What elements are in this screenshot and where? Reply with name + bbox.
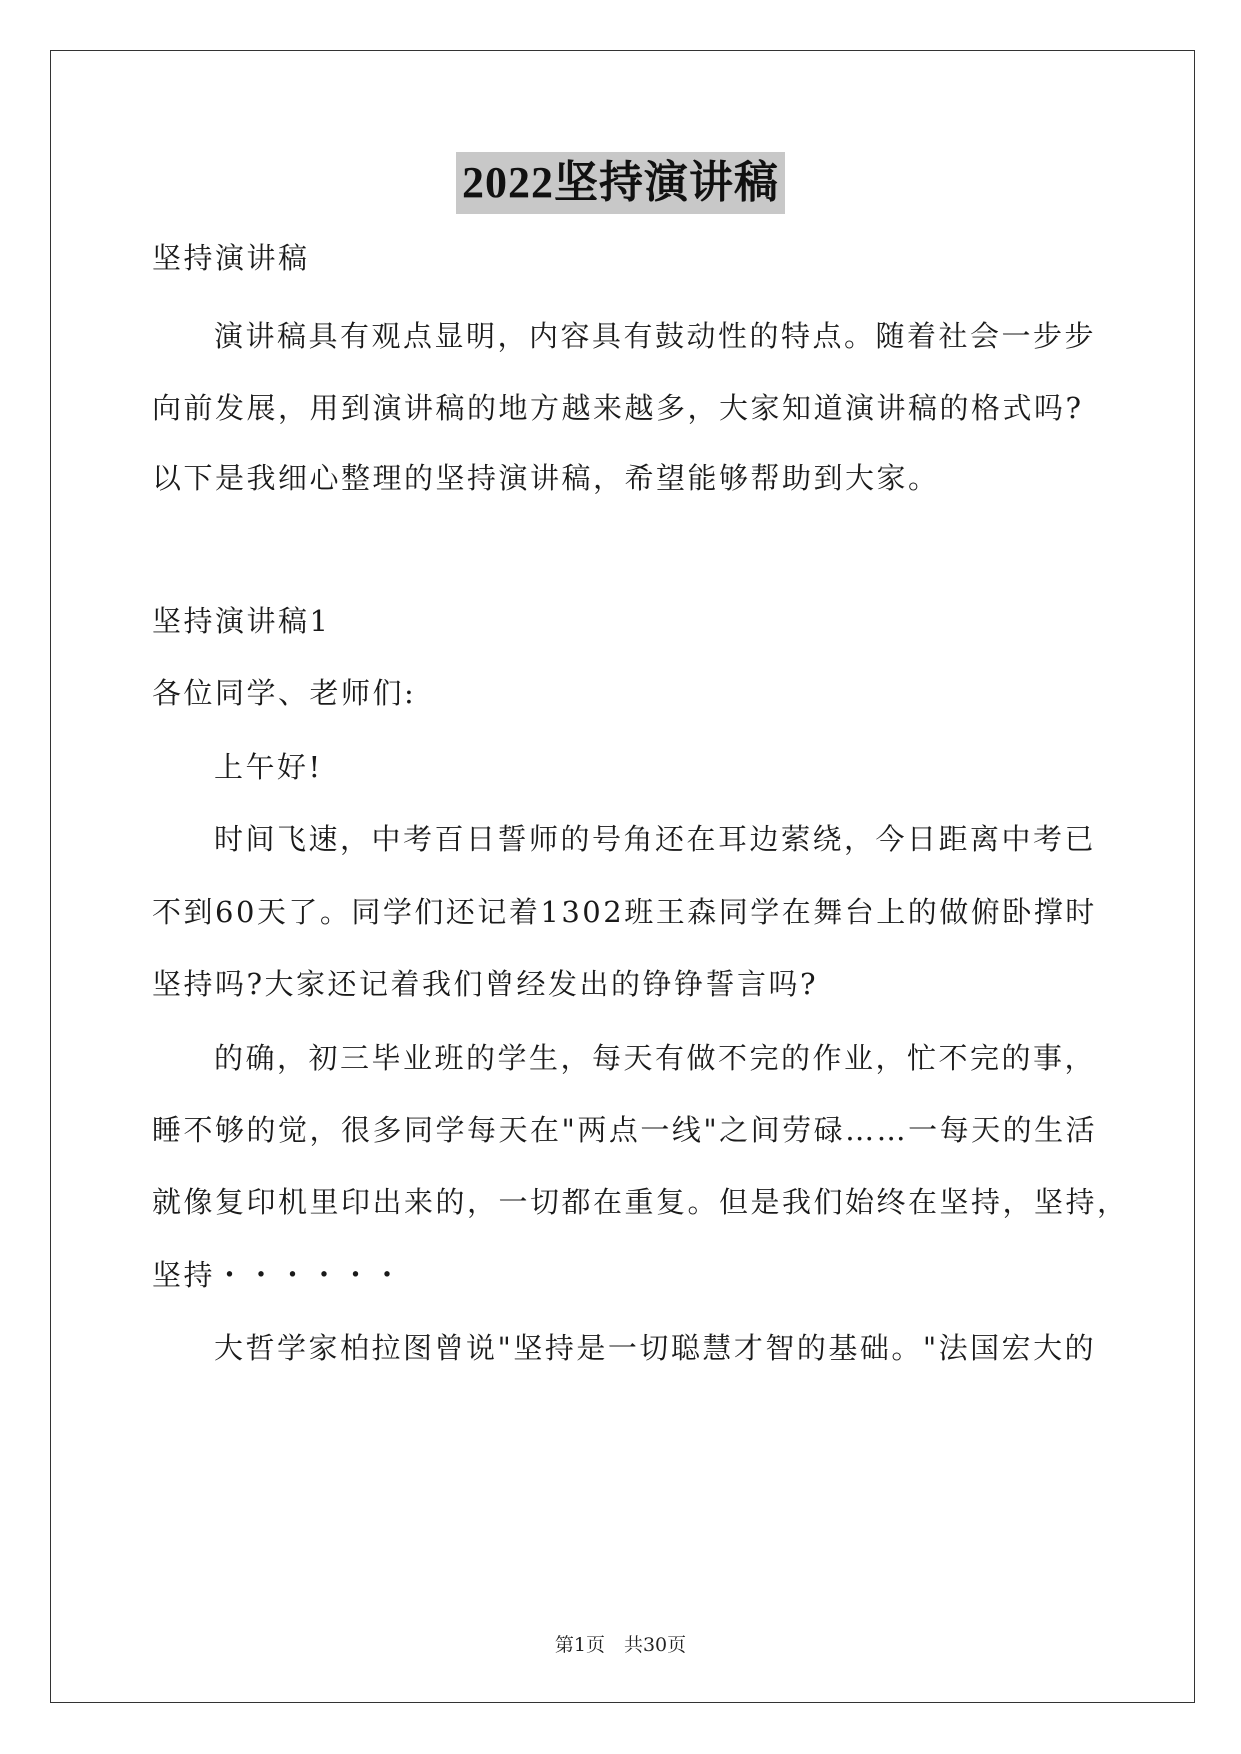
- paragraph-line: 坚持・・・・・・: [152, 1258, 405, 1292]
- greeting-line: 上午好!: [214, 750, 323, 784]
- paragraph-line: 向前发展，用到演讲稿的地方越来越多，大家知道演讲稿的格式吗?: [152, 391, 1084, 425]
- section-heading: 坚持演讲稿1: [152, 604, 331, 638]
- paragraph-line: 大哲学家柏拉图曾说"坚持是一切聪慧才智的基础。"法国宏大的: [214, 1331, 1097, 1365]
- paragraph-line: 时间飞速，中考百日誓师的号角还在耳边萦绕，今日距离中考已: [214, 822, 1097, 856]
- title-container: [0, 152, 1241, 214]
- paragraph-line: 就像复印机里印出来的，一切都在重复。但是我们始终在坚持，坚持，: [152, 1185, 1129, 1219]
- subtitle-line: 坚持演讲稿: [152, 241, 310, 275]
- paragraph-line: 以下是我细心整理的坚持演讲稿，希望能够帮助到大家。: [152, 461, 940, 495]
- document-title: 2022坚持演讲稿: [456, 152, 785, 214]
- paragraph-line: 坚持吗?大家还记着我们曾经发出的铮铮誓言吗?: [152, 967, 819, 1001]
- paragraph-line: 睡不够的觉，很多同学每天在"两点一线"之间劳碌……一每天的生活: [152, 1113, 1098, 1147]
- paragraph-line: 演讲稿具有观点显明，内容具有鼓动性的特点。随着社会一步步: [214, 319, 1097, 353]
- paragraph-line: 的确，初三毕业班的学生，每天有做不完的作业，忙不完的事，: [214, 1041, 1097, 1075]
- page-border: [50, 50, 1195, 1703]
- page-number-footer: 第1页 共30页: [554, 1634, 687, 1656]
- paragraph-line: 不到60天了。同学们还记着1302班王森同学在舞台上的做俯卧撑时: [152, 895, 1097, 929]
- salutation-line: 各位同学、老师们:: [152, 676, 417, 710]
